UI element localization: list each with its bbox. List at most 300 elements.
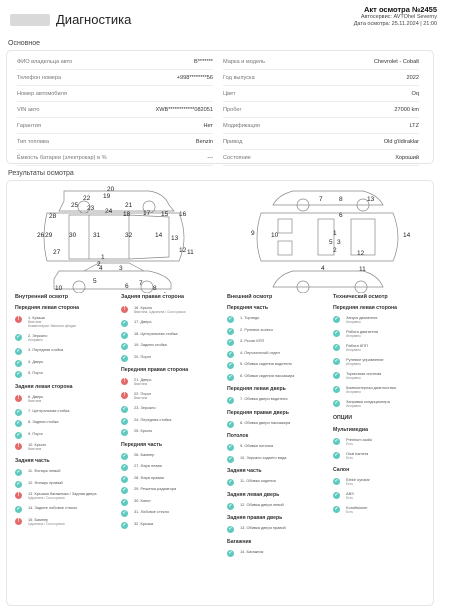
check-icon: ✓ (334, 400, 339, 406)
item-status: Исправно (346, 362, 361, 366)
check-item (121, 486, 221, 496)
diagram-marker: 2 (333, 247, 337, 254)
diagram-marker: 6 (339, 212, 343, 219)
item-label: 11. Обивка сидения (240, 478, 276, 483)
check-icon: ✓ (334, 330, 339, 336)
check-icon: ✓ (122, 452, 127, 459)
group-title: Передняя правая сторона (121, 367, 189, 373)
diagram-marker: 7 (139, 280, 143, 287)
check-item (15, 517, 115, 527)
check-icon: ✓ (122, 498, 127, 505)
diagram-marker: 13 (367, 196, 375, 203)
check-icon: ✓ (122, 487, 127, 493)
check-item (333, 315, 433, 325)
info-value: +998********56 (176, 75, 213, 81)
item-status: Есть (346, 496, 354, 500)
info-label: Номер автомобиля (17, 91, 67, 97)
check-item (15, 431, 115, 441)
check-icon: ✓ (16, 480, 21, 487)
item-label: 10. Зеркало заднего вида (240, 454, 287, 460)
group-title: Передняя часть (121, 441, 163, 448)
item-status: Есть (346, 456, 354, 460)
check-item (15, 505, 115, 515)
check-item (15, 491, 115, 501)
diagram-marker (163, 292, 167, 293)
diagram-marker: 22 (83, 195, 91, 202)
check-item (333, 357, 433, 367)
check-item (15, 333, 115, 343)
item-status: Вмятина (28, 320, 42, 324)
diagram-marker: 3 (337, 239, 341, 246)
info-row-left (17, 118, 213, 134)
check-item (333, 505, 433, 515)
check-icon: ✓ (16, 469, 21, 475)
act-info (354, 5, 437, 28)
info-row-right (223, 150, 419, 166)
check-item (227, 525, 327, 535)
check-item (15, 468, 115, 478)
act-number: Акт осмотра №2455 (364, 5, 437, 14)
diagram-marker: 21 (125, 202, 133, 209)
diagram-marker: 13 (171, 235, 179, 242)
item-status: Вмятина (134, 396, 148, 400)
item-label: 27. Фара левая (134, 463, 162, 468)
column-title: Внутренний осмотр (15, 294, 69, 300)
info-value: Oq (411, 91, 419, 97)
group-title: Задняя правая дверь (227, 515, 283, 521)
diagram-marker: 27 (53, 249, 61, 256)
diagram-marker: 14 (155, 232, 163, 239)
check-icon: ✓ (16, 371, 21, 377)
check-item (333, 477, 433, 487)
diagram-marker: 23 (87, 205, 95, 212)
check-item (121, 463, 221, 473)
results-card (6, 180, 434, 606)
item-label: 12. Обивка двери левой (240, 501, 284, 507)
item-label: 4. Дверь (28, 358, 44, 364)
check-item (15, 442, 115, 452)
alert-icon: ! (15, 443, 22, 450)
group-title: Передняя левая сторона (15, 305, 80, 311)
check-item (227, 361, 327, 371)
check-item (15, 315, 115, 328)
check-icon: ✓ (228, 502, 233, 509)
check-icon: ✓ (228, 549, 233, 556)
item-label: 1. Торпедо (240, 315, 260, 320)
check-item (227, 455, 327, 465)
item-status: Исправно (346, 390, 361, 394)
check-item (121, 428, 221, 438)
check-item (15, 359, 115, 369)
info-value: Benzin (195, 139, 213, 145)
group-title: Салон (333, 467, 350, 473)
check-item (15, 347, 115, 357)
check-icon: ✓ (16, 420, 21, 426)
info-label: Год выпуска (223, 75, 255, 81)
alert-icon: ! (15, 316, 22, 323)
check-icon: ✓ (16, 431, 21, 438)
group-title: Передняя левая сторона (333, 305, 398, 311)
column-title: Внешний осмотр (227, 294, 273, 300)
item-label: 25. Крыло (134, 428, 153, 433)
info-value: --- (207, 155, 213, 161)
check-icon: ✓ (122, 343, 127, 349)
item-label: 21. Дверь (134, 377, 152, 382)
group-title: Передняя правая дверь (227, 409, 289, 416)
item-label: 5. Порог (28, 370, 44, 375)
check-icon: ✓ (16, 359, 21, 366)
item-label: 16. Крыло (134, 305, 153, 310)
info-row-left (17, 150, 213, 166)
item-label: 29. Решетка радиатора (134, 486, 177, 491)
info-value: Chevrolet - Cobalt (373, 59, 419, 65)
item-label: 7. Центральная стойка (28, 407, 70, 413)
header (0, 0, 450, 36)
diagram-marker: 4 (321, 265, 325, 272)
check-icon: ✓ (122, 354, 127, 361)
check-icon: ✓ (334, 506, 339, 512)
item-status: Есть (346, 510, 354, 514)
check-item (333, 385, 433, 395)
alert-icon: ! (15, 518, 22, 525)
check-icon: ✓ (334, 386, 339, 392)
diagram-marker: 10 (55, 285, 63, 292)
check-item (227, 396, 327, 406)
item-label: 18. Центральная стойка (134, 330, 178, 336)
check-icon: ✓ (122, 475, 127, 482)
item-label: Premium audio (346, 437, 373, 442)
group-title: Задняя часть (15, 458, 50, 464)
item-label: 15. Бампер (28, 516, 49, 522)
item-status: Вмятина (134, 382, 148, 386)
item-label: 22. Порог (134, 391, 152, 396)
check-icon: ✓ (228, 327, 233, 334)
info-row-left (17, 102, 213, 118)
check-icon: ✓ (228, 397, 233, 403)
info-label: Телефон номера (17, 75, 62, 81)
check-item (227, 478, 327, 488)
item-status: Есть (346, 442, 354, 446)
item-label: 6. Дверь (28, 393, 44, 399)
check-icon: ✓ (122, 429, 127, 435)
check-item (227, 327, 327, 337)
diagram-marker: 7 (319, 196, 323, 203)
info-label: ФИО владельца авто (17, 59, 73, 65)
item-status: Исправно (346, 348, 361, 352)
item-status: Исправно (346, 320, 361, 324)
group-title: Передняя левая дверь (227, 386, 286, 392)
check-item (121, 405, 221, 415)
info-label: VIN авто (17, 107, 40, 113)
info-row-right (223, 86, 419, 102)
check-icon: ✓ (16, 348, 21, 354)
alert-icon: ! (121, 392, 128, 399)
info-row-right (223, 134, 419, 150)
item-label: 4. Перчаточный отдел (240, 349, 280, 355)
item-label: 10. Крыло (28, 442, 47, 447)
check-item (227, 350, 327, 360)
diagram-marker: 12 (179, 247, 187, 254)
item-label: Запуск двигателя (346, 315, 378, 320)
check-item (121, 354, 221, 364)
diagram-marker: 1 (101, 254, 105, 261)
check-icon: ✓ (228, 316, 233, 322)
item-label: 7. Обивка двери водителя (240, 396, 288, 401)
item-label: 9. Обивка потолка (240, 443, 274, 448)
item-label: 2. Рулевое колесо (240, 326, 274, 332)
item-status: Исправно (346, 334, 361, 338)
item-status: Исправно (28, 338, 43, 342)
check-icon: ✓ (122, 406, 127, 412)
check-item (121, 342, 221, 352)
item-label: 3. Передняя стойка (28, 347, 64, 352)
item-label: 17. Дверь (134, 319, 152, 324)
item-label: 6. Обивка сидения пассажира (240, 372, 295, 378)
check-icon: ✓ (228, 420, 233, 427)
group-title: Потолок (227, 433, 249, 439)
check-icon: ✓ (122, 417, 127, 424)
info-row-left (17, 134, 213, 150)
group-title: Задняя левая сторона (15, 383, 73, 390)
check-icon: ✓ (228, 339, 233, 345)
info-value: LTZ (409, 123, 419, 129)
item-label: ABS (346, 491, 354, 496)
item-label: 12. Фонарь правый (28, 479, 63, 485)
info-label: Тип топлива (17, 139, 49, 145)
check-item (121, 305, 221, 315)
item-label: Рулевое управление (346, 357, 384, 362)
info-row-left (17, 54, 213, 70)
info-label: Гарантия (17, 123, 41, 129)
check-item (15, 408, 115, 418)
item-status: Вмятина, Царапина / Скол краски (134, 310, 186, 314)
check-icon: ✓ (228, 362, 233, 368)
column-title: Технический осмотр (333, 294, 388, 300)
diagram-marker: 2 (97, 261, 101, 268)
alert-icon: ! (15, 395, 22, 402)
item-label: 26. Бампер (134, 451, 155, 457)
info-value: B******* (194, 59, 213, 65)
diagram-marker: 29 (45, 232, 53, 239)
diagram-marker: 28 (49, 213, 57, 220)
check-item (333, 329, 433, 339)
diagram-marker: 32 (125, 232, 133, 239)
item-status: Царапина / Скол краски (28, 496, 65, 500)
alert-icon: ! (121, 378, 128, 385)
check-item (121, 498, 221, 508)
diagram-marker: 14 (403, 232, 411, 239)
check-icon: ✓ (334, 344, 339, 350)
item-label: 13. Крышка багажника / Задняя дверь (28, 491, 97, 496)
item-label: 20. Порог (134, 353, 152, 359)
diagram-marker: 12 (357, 250, 365, 257)
diagram-marker: 25 (71, 202, 79, 209)
item-label: 23. Зеркало (134, 405, 156, 410)
check-icon: ✓ (334, 452, 339, 458)
check-icon: ✓ (334, 316, 339, 322)
check-icon: ✓ (228, 526, 233, 532)
check-icon: ✓ (16, 408, 21, 415)
info-value: 2022 (406, 75, 419, 81)
item-status: Исправно (346, 404, 361, 408)
check-item (121, 331, 221, 341)
check-item (15, 370, 115, 380)
info-label: Марка и модель (223, 59, 266, 65)
check-icon: ✓ (334, 438, 339, 444)
item-label: Работа КПП (346, 343, 368, 348)
car-exterior-diagram (29, 183, 199, 293)
check-icon: ✓ (334, 372, 339, 378)
item-label: 9. Порог (28, 430, 44, 436)
check-icon: ✓ (16, 506, 21, 512)
check-icon: ✓ (334, 492, 339, 498)
diagram-marker: 9 (251, 230, 255, 237)
info-row-left (17, 86, 213, 102)
group-title: Мультимедиа (333, 427, 368, 433)
check-item (333, 437, 433, 447)
column-title: Задняя правая сторона (121, 294, 184, 300)
check-item (333, 451, 433, 461)
group-title: Багажник (227, 538, 252, 545)
diagram-marker: 17 (143, 210, 151, 217)
section-title-basic: Основное (8, 40, 41, 47)
diagram-marker: 5 (93, 278, 97, 285)
check-icon: ✓ (228, 350, 233, 357)
check-item (333, 343, 433, 353)
item-label: 19. Задняя стойка (134, 342, 167, 347)
logo (10, 14, 50, 26)
diagram-marker: 8 (153, 285, 157, 292)
item-label: 8. Задняя стойка (28, 419, 59, 424)
item-label: 13. Обивка двери правой (240, 525, 286, 530)
check-item (227, 338, 327, 348)
diagram-marker: 1 (333, 230, 337, 237)
diagram-marker: 16 (179, 211, 187, 218)
info-label: Пробег (223, 107, 242, 113)
item-label: Elektr oynalar (346, 477, 370, 482)
info-value: Нет (203, 123, 213, 129)
inspection-date: Дата осмотра: 25.11.2024 | 21:00 (353, 21, 437, 27)
check-icon: ✓ (122, 521, 127, 528)
item-label: Заправка кондиционера (346, 399, 390, 404)
diagram-marker: 15 (161, 211, 169, 218)
check-item (121, 475, 221, 485)
alert-icon: ! (121, 306, 128, 313)
item-label: 28. Фара правая (134, 474, 164, 480)
check-icon: ✓ (122, 510, 127, 516)
check-item (121, 391, 221, 401)
diagram-marker: 19 (103, 193, 111, 200)
info-label: Состояние (223, 155, 251, 161)
diagram-marker: 4 (99, 265, 103, 272)
autoservice: Автосервис: AVTOhel Severny (360, 14, 437, 20)
check-item (15, 480, 115, 490)
item-label: 32. Крыша (134, 520, 154, 526)
check-item (15, 394, 115, 404)
basic-card (6, 50, 434, 164)
item-status: Есть (346, 482, 354, 486)
check-item (227, 420, 327, 430)
check-icon: ✓ (228, 479, 233, 485)
check-icon: ✓ (122, 331, 127, 338)
diagram-marker: 6 (125, 283, 129, 290)
item-label: Onal kamera (346, 451, 369, 456)
item-label: 14. Багажник (240, 548, 264, 554)
item-label: Работа двигателя (346, 329, 378, 334)
check-item (121, 417, 221, 427)
item-status: Царапина / Скол краски (28, 521, 65, 526)
item-label: Тормозная система (346, 371, 382, 376)
check-item (227, 373, 327, 383)
check-item (227, 549, 327, 559)
check-item (15, 419, 115, 429)
diagram-marker: 18 (123, 211, 131, 218)
page-title: Диагностика (56, 12, 132, 27)
diagram-marker: 8 (339, 196, 343, 203)
check-item (333, 491, 433, 501)
item-label: 30. Капот (134, 497, 151, 503)
diagram-marker: 20 (107, 186, 115, 193)
info-value: Хороший (395, 155, 419, 161)
info-row-right (223, 102, 419, 118)
info-label: Ёмкость батареи (электрокар) в % (17, 155, 107, 161)
item-status: Вмятина (28, 398, 42, 403)
section-title-results: Результаты осмотра (8, 170, 74, 177)
item-label: 5. Обивка сидения водителя (240, 361, 292, 366)
check-item (121, 319, 221, 329)
item-label: 8. Обивка двери пассажира (240, 419, 291, 425)
check-item (333, 371, 433, 381)
info-label: Модификация (223, 123, 260, 129)
check-item (227, 315, 327, 325)
group-title: Задняя левая дверь (227, 491, 280, 498)
check-icon: ✓ (334, 358, 339, 364)
diagram-marker: 26 (37, 232, 45, 239)
info-label: Привод (223, 139, 243, 145)
item-label: 1. Крыша (28, 315, 45, 320)
diagram-marker: 10 (271, 232, 279, 239)
check-icon: ✓ (228, 444, 233, 450)
diagram-marker: 11 (359, 266, 366, 273)
check-icon: ✓ (228, 455, 233, 462)
item-comment: Комментарии: Mвятина qilingan (28, 324, 77, 328)
group-title: ОПЦИИ (333, 415, 353, 421)
alert-icon: ! (15, 492, 22, 499)
item-status: Исправно (346, 376, 361, 380)
car-interior-diagram (233, 183, 423, 293)
group-title: Передняя часть (227, 305, 269, 311)
check-item (227, 443, 327, 453)
check-icon: ✓ (122, 320, 127, 326)
check-icon: ✓ (122, 464, 127, 470)
item-label: Konditsioner (346, 505, 368, 510)
diagram-marker: 11 (187, 249, 194, 256)
item-label: Компьютерная диагностика (346, 385, 396, 390)
check-icon: ✓ (228, 373, 233, 380)
info-value: Old g'ildiraklar (383, 139, 419, 145)
check-item (121, 521, 221, 531)
item-label: 3. Рычаг КПП (240, 338, 265, 343)
check-item (121, 509, 221, 519)
diagram-marker: 3 (119, 265, 123, 272)
item-label: 11. Фонарь левый (28, 468, 61, 473)
diagram-marker: 30 (69, 232, 77, 239)
info-row-right (223, 54, 419, 70)
info-value: 27000 km (394, 107, 419, 113)
item-label: 14. Заднее лобовое стекло (28, 505, 78, 510)
item-label: 24. Передняя стойка (134, 416, 172, 422)
check-item (333, 399, 433, 409)
